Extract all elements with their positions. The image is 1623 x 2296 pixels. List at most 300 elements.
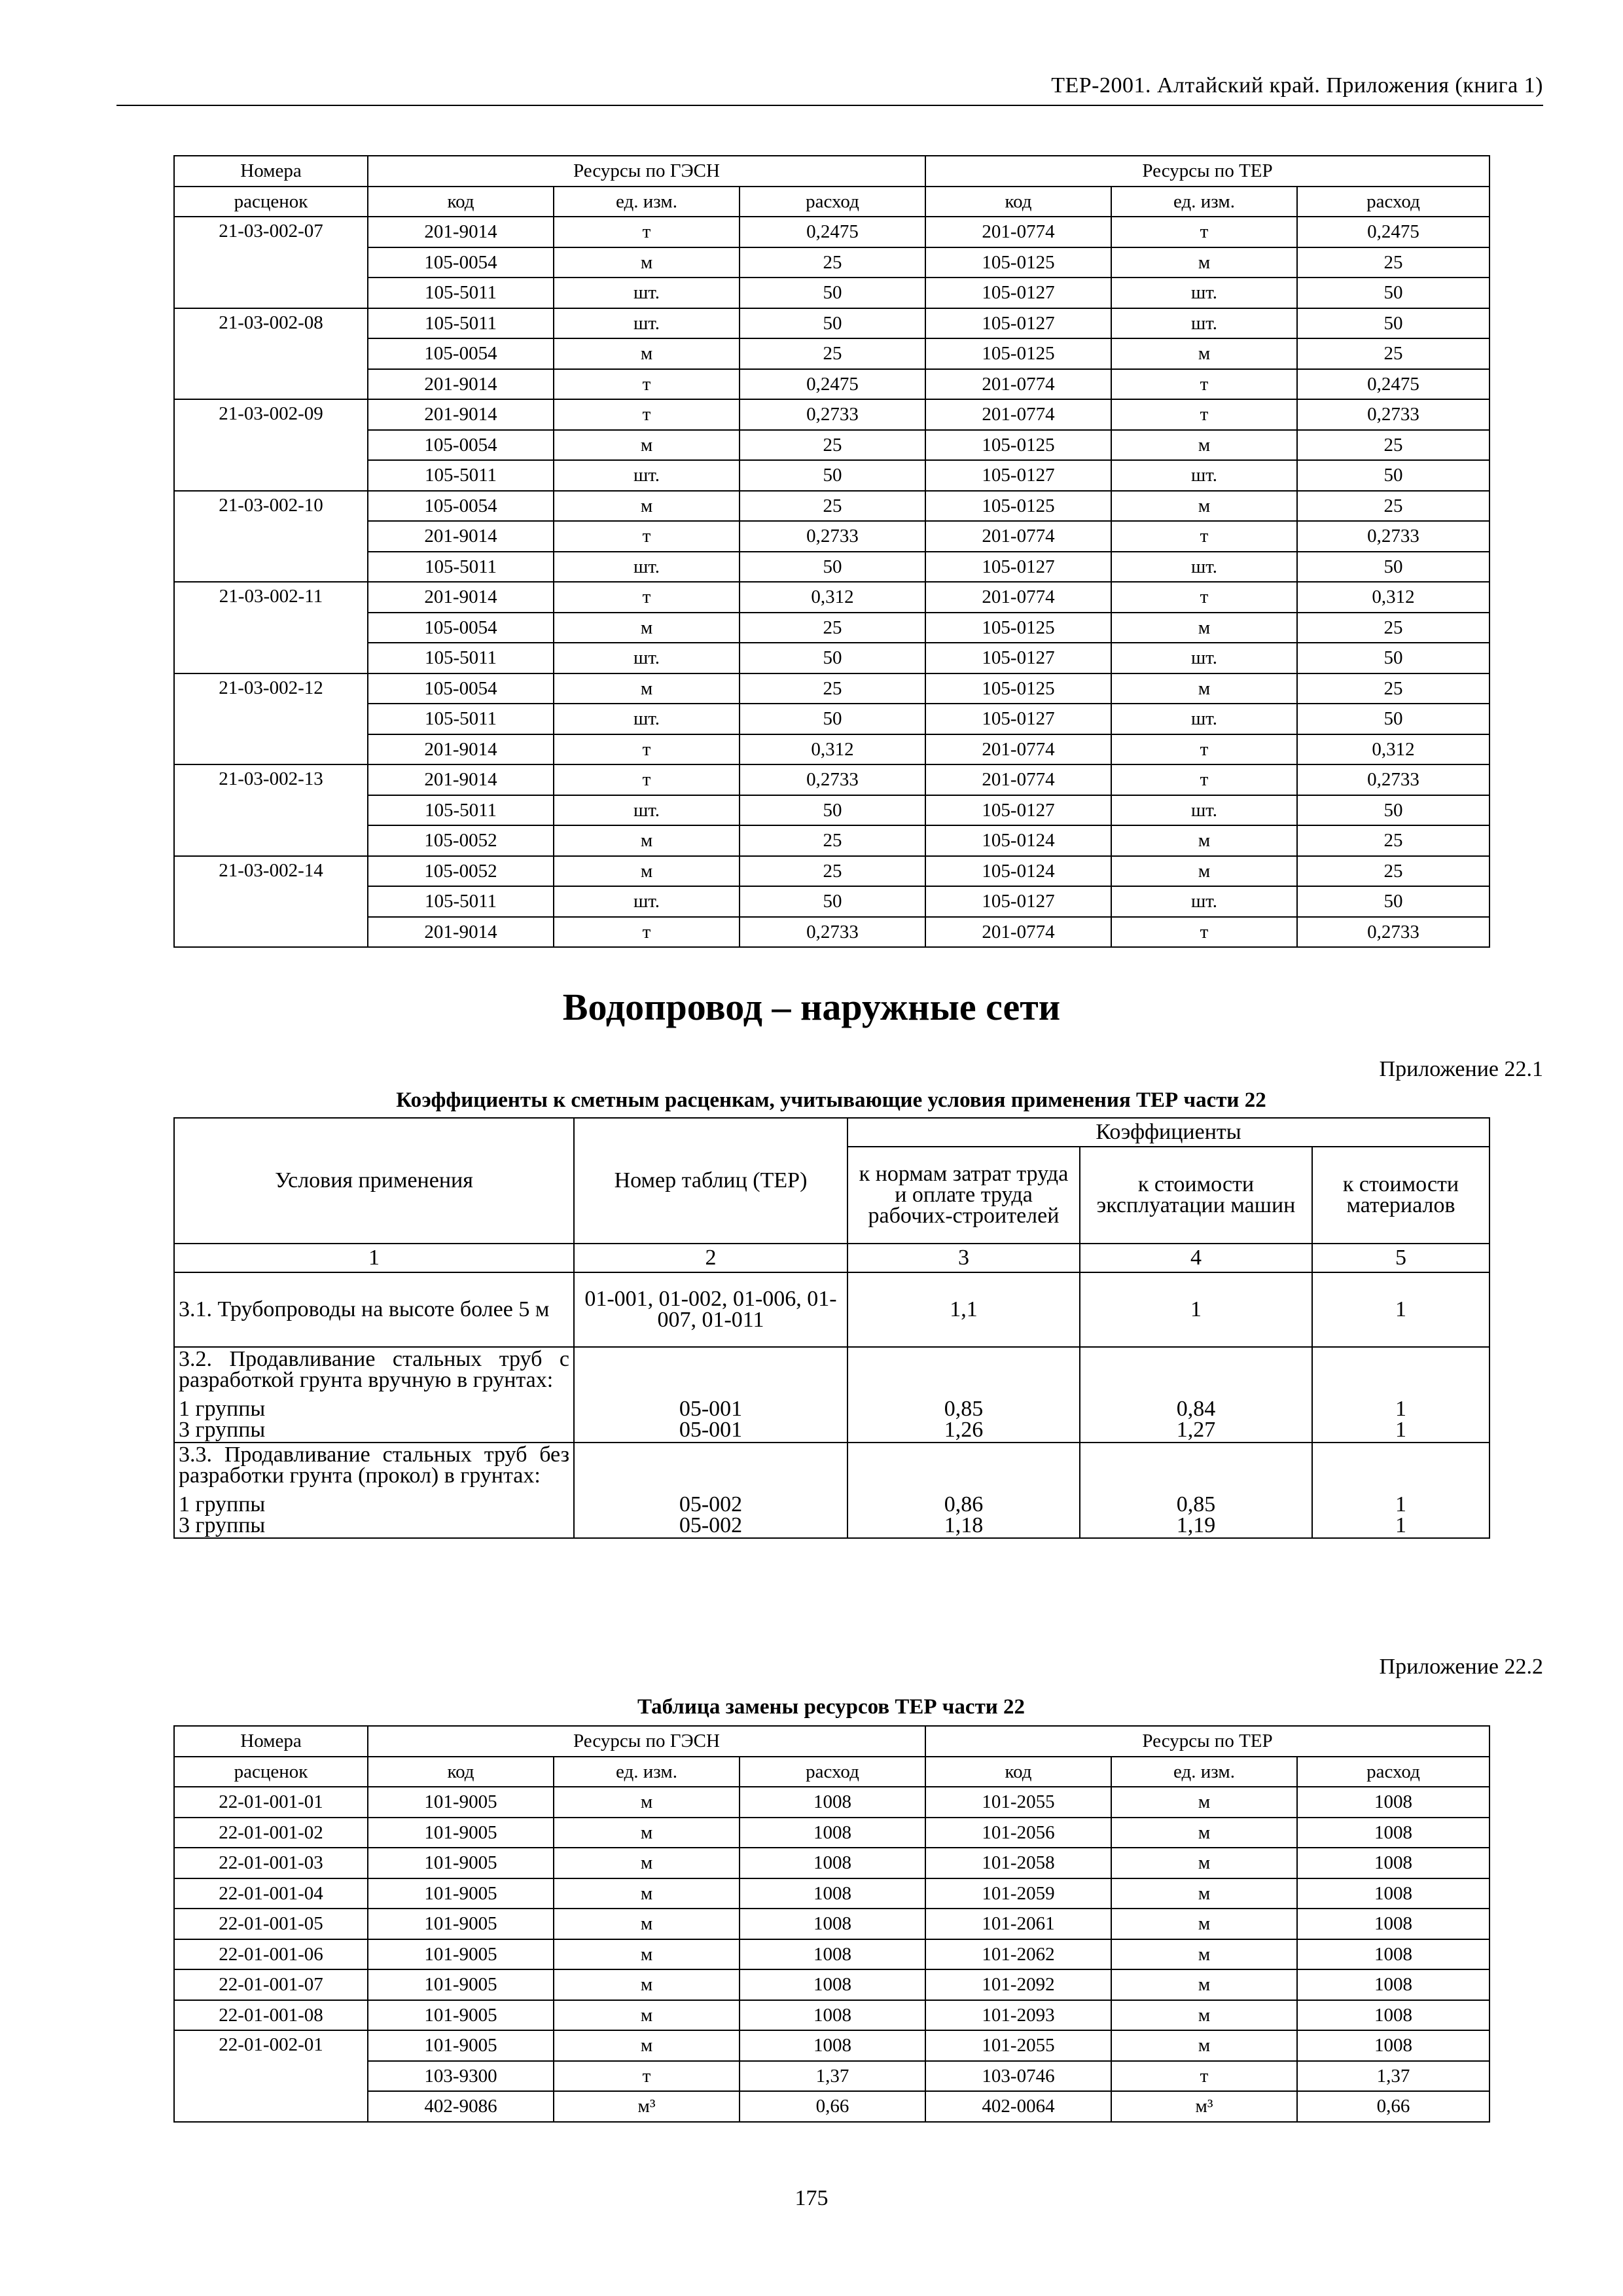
gesn-usage: 1008 — [740, 1848, 925, 1878]
gesn-code: 103-9300 — [368, 2061, 554, 2092]
ter-unit: м — [1111, 856, 1297, 887]
gesn-usage: 1008 — [740, 1969, 925, 2000]
ter-usage: 1008 — [1297, 2000, 1489, 2031]
gesn-usage: 1008 — [740, 1909, 925, 1939]
ter-unit: т — [1111, 764, 1297, 795]
gesn-code: 105-5011 — [368, 460, 554, 491]
ter-code: 105-0127 — [925, 886, 1111, 917]
coef-materials: 1 — [1395, 1418, 1407, 1442]
header-cell: расход — [1297, 187, 1489, 217]
ter-code: 105-0125 — [925, 491, 1111, 522]
ter-usage: 50 — [1297, 643, 1489, 673]
resource-replacement-table-22 — [173, 1725, 1490, 2123]
gesn-code: 201-9014 — [368, 521, 554, 552]
ter-unit: шт. — [1111, 795, 1297, 826]
condition-cell — [174, 1347, 574, 1443]
gesn-unit: м³ — [554, 2091, 740, 2122]
gesn-unit: шт. — [554, 278, 740, 308]
gesn-code: 101-9005 — [368, 1969, 554, 2000]
ter-code: 105-0125 — [925, 430, 1111, 461]
gesn-unit: м — [554, 1969, 740, 2000]
gesn-code: 105-0054 — [368, 613, 554, 643]
gesn-usage: 1008 — [740, 1787, 925, 1818]
table-row — [174, 491, 1489, 522]
ter-code: 101-2059 — [925, 1878, 1111, 1909]
ter-usage: 25 — [1297, 825, 1489, 856]
gesn-code: 105-0052 — [368, 856, 554, 887]
table-row — [174, 430, 1489, 461]
ter-unit: м — [1111, 247, 1297, 278]
ter-usage: 50 — [1297, 460, 1489, 491]
table-row — [174, 1878, 1489, 1909]
gesn-usage: 50 — [740, 278, 925, 308]
gesn-code: 201-9014 — [368, 217, 554, 247]
ter-usage: 25 — [1297, 491, 1489, 522]
resource-replacement-table-21 — [173, 155, 1490, 948]
condition-cell — [174, 1443, 574, 1538]
appendix-label: Приложение 22.2 — [1379, 1655, 1543, 1679]
coef-labor: 0,85 — [944, 1397, 984, 1421]
ter-code: 101-2055 — [925, 2030, 1111, 2061]
header-cell: код — [368, 187, 554, 217]
table-row — [174, 369, 1489, 400]
condition-text: 3.3. Продавливание стальных труб без разработки грунта (прокол) в грунтах: — [179, 1443, 569, 1488]
coef-labor: 1,26 — [944, 1418, 984, 1442]
ter-unit: шт. — [1111, 704, 1297, 734]
ter-unit: м — [1111, 1878, 1297, 1909]
header-cell: код — [925, 187, 1111, 217]
gesn-code: 101-9005 — [368, 2000, 554, 2031]
ter-code: 105-0127 — [925, 795, 1111, 826]
coefficients-table — [173, 1117, 1490, 1539]
ter-unit: м — [1111, 1939, 1297, 1970]
table-numbers: 01-001, 01-002, 01-006, 01-007, 01-011 — [574, 1272, 847, 1347]
gesn-code: 105-0054 — [368, 491, 554, 522]
gesn-code: 105-0054 — [368, 247, 554, 278]
running-header — [116, 73, 1543, 106]
rate-number: 22-01-001-04 — [174, 1878, 368, 1909]
gesn-unit: т — [554, 369, 740, 400]
ter-unit: т — [1111, 369, 1297, 400]
ter-unit: т — [1111, 582, 1297, 613]
ter-usage: 50 — [1297, 308, 1489, 339]
coef-machines: 1,27 — [1176, 1418, 1216, 1442]
ter-usage: 1008 — [1297, 1969, 1489, 2000]
table-row — [174, 795, 1489, 826]
condition-group: 3 группы — [179, 1418, 266, 1442]
rate-number: 21-03-002-11 — [174, 582, 368, 673]
ter-unit: т — [1111, 917, 1297, 948]
gesn-unit: шт. — [554, 643, 740, 673]
gesn-usage: 50 — [740, 643, 925, 673]
ter-code: 105-0125 — [925, 338, 1111, 369]
gesn-usage: 0,2733 — [740, 917, 925, 948]
header-cell: Условия применения — [174, 1118, 574, 1244]
column-number: 5 — [1312, 1244, 1489, 1272]
table-row — [174, 2030, 1489, 2061]
coef-labor: 0,86 — [944, 1492, 984, 1516]
table-row — [174, 460, 1489, 491]
ter-usage: 1008 — [1297, 1848, 1489, 1878]
ter-unit: шт. — [1111, 460, 1297, 491]
gesn-usage: 50 — [740, 886, 925, 917]
table-row — [174, 247, 1489, 278]
gesn-code: 105-5011 — [368, 704, 554, 734]
rate-number: 22-01-002-01 — [174, 2030, 368, 2122]
gesn-usage: 1008 — [740, 1878, 925, 1909]
gesn-code: 101-9005 — [368, 1818, 554, 1848]
coef-machines: 0,85 — [1176, 1492, 1216, 1516]
condition-group: 1 группы — [179, 1492, 266, 1516]
condition-text: 3.2. Продавливание стальных труб с разработкой грунта вручную в грунтах: — [179, 1347, 569, 1392]
ter-usage: 50 — [1297, 552, 1489, 583]
gesn-unit: м — [554, 856, 740, 887]
condition-group: 1 группы — [179, 1397, 266, 1421]
coef-materials: 1 — [1312, 1272, 1489, 1347]
table-row — [174, 1939, 1489, 1970]
ter-usage: 0,66 — [1297, 2091, 1489, 2122]
gesn-usage: 50 — [740, 460, 925, 491]
gesn-code: 101-9005 — [368, 2030, 554, 2061]
ter-code: 105-0127 — [925, 704, 1111, 734]
ter-unit: м — [1111, 2000, 1297, 2031]
header-cell: Номера — [174, 156, 368, 187]
gesn-unit: м — [554, 338, 740, 369]
table-row — [174, 1787, 1489, 1818]
ter-unit: т — [1111, 399, 1297, 430]
ter-usage: 0,2733 — [1297, 764, 1489, 795]
ter-usage: 25 — [1297, 247, 1489, 278]
ter-unit: м — [1111, 338, 1297, 369]
ter-usage: 25 — [1297, 338, 1489, 369]
table-row — [174, 582, 1489, 613]
gesn-unit: м — [554, 825, 740, 856]
ter-usage: 25 — [1297, 856, 1489, 887]
header-cell: расценок — [174, 1757, 368, 1787]
header-cell: расценок — [174, 187, 368, 217]
header-cell: Ресурсы по ТЕР — [925, 1726, 1489, 1757]
gesn-code: 105-0054 — [368, 673, 554, 704]
coef-machines-cell — [1080, 1443, 1312, 1538]
rate-number: 22-01-001-05 — [174, 1909, 368, 1939]
gesn-unit: м — [554, 1787, 740, 1818]
table-row — [174, 2000, 1489, 2031]
gesn-code: 105-0052 — [368, 825, 554, 856]
ter-unit: м — [1111, 673, 1297, 704]
table-row — [174, 613, 1489, 643]
gesn-code: 101-9005 — [368, 1848, 554, 1878]
gesn-unit: т — [554, 917, 740, 948]
header-cell: Номера — [174, 1726, 368, 1757]
header-cell: к стоимости эксплуатации машин — [1080, 1147, 1312, 1244]
rate-number: 22-01-001-01 — [174, 1787, 368, 1818]
table-row — [174, 825, 1489, 856]
ter-unit: м — [1111, 1787, 1297, 1818]
rate-number: 21-03-002-10 — [174, 491, 368, 583]
table-row — [174, 1909, 1489, 1939]
table-row — [174, 917, 1489, 948]
table-numbers-cell — [574, 1443, 847, 1538]
gesn-unit: м — [554, 1818, 740, 1848]
table-body — [174, 1787, 1489, 2122]
gesn-unit: м — [554, 613, 740, 643]
gesn-unit: шт. — [554, 795, 740, 826]
gesn-unit: м — [554, 430, 740, 461]
ter-code: 201-0774 — [925, 217, 1111, 247]
condition-text: 3.1. Трубопроводы на высоте более 5 м — [174, 1272, 574, 1347]
table-row — [174, 521, 1489, 552]
gesn-usage: 1008 — [740, 2000, 925, 2031]
ter-code: 101-2061 — [925, 1909, 1111, 1939]
coef-materials: 1 — [1395, 1492, 1407, 1516]
gesn-usage: 1008 — [740, 1939, 925, 1970]
gesn-usage: 25 — [740, 856, 925, 887]
header-cell: расход — [740, 1757, 925, 1787]
ter-usage: 1008 — [1297, 1909, 1489, 1939]
ter-usage: 25 — [1297, 673, 1489, 704]
ter-code: 101-2056 — [925, 1818, 1111, 1848]
ter-unit: шт. — [1111, 552, 1297, 583]
gesn-unit: м — [554, 491, 740, 522]
ter-usage: 0,2475 — [1297, 217, 1489, 247]
gesn-usage: 50 — [740, 552, 925, 583]
header-cell: Ресурсы по ТЕР — [925, 156, 1489, 187]
ter-unit: м — [1111, 1848, 1297, 1878]
gesn-code: 105-0054 — [368, 430, 554, 461]
ter-code: 201-0774 — [925, 917, 1111, 948]
ter-unit: шт. — [1111, 308, 1297, 339]
gesn-usage: 50 — [740, 795, 925, 826]
gesn-unit: т — [554, 764, 740, 795]
gesn-code: 101-9005 — [368, 1787, 554, 1818]
gesn-code: 101-9005 — [368, 1909, 554, 1939]
gesn-usage: 0,2475 — [740, 217, 925, 247]
ter-code: 105-0127 — [925, 278, 1111, 308]
ter-usage: 1008 — [1297, 2030, 1489, 2061]
header-cell: ед. изм. — [1111, 187, 1297, 217]
running-header-text: ТЕР-2001. Алтайский край. Приложения (книга 1) — [1051, 73, 1543, 98]
gesn-unit: м — [554, 673, 740, 704]
gesn-unit: м — [554, 2000, 740, 2031]
gesn-unit: шт. — [554, 460, 740, 491]
table-body — [174, 217, 1489, 947]
gesn-usage: 25 — [740, 247, 925, 278]
gesn-unit: шт. — [554, 308, 740, 339]
ter-code: 201-0774 — [925, 399, 1111, 430]
rate-number: 21-03-002-08 — [174, 308, 368, 400]
table-row — [174, 399, 1489, 430]
ter-code: 201-0774 — [925, 764, 1111, 795]
table-row — [174, 1848, 1489, 1878]
table-row — [174, 856, 1489, 887]
gesn-unit: шт. — [554, 552, 740, 583]
gesn-usage: 25 — [740, 491, 925, 522]
gesn-usage: 0,2733 — [740, 764, 925, 795]
table-row — [174, 552, 1489, 583]
coef-labor: 1,1 — [847, 1272, 1080, 1347]
rate-number: 22-01-001-06 — [174, 1939, 368, 1970]
header-cell: расход — [1297, 1757, 1489, 1787]
ter-usage: 1008 — [1297, 1818, 1489, 1848]
ter-usage: 0,2475 — [1297, 369, 1489, 400]
coef-materials: 1 — [1395, 1513, 1407, 1537]
gesn-code: 105-5011 — [368, 886, 554, 917]
ter-unit: м — [1111, 1909, 1297, 1939]
ter-code: 105-0125 — [925, 673, 1111, 704]
gesn-code: 201-9014 — [368, 369, 554, 400]
ter-unit: м — [1111, 1969, 1297, 2000]
ter-usage: 1,37 — [1297, 2061, 1489, 2092]
header-cell: Номер таблиц (ТЕР) — [574, 1118, 847, 1244]
ter-code: 105-0125 — [925, 247, 1111, 278]
ter-code: 105-0127 — [925, 308, 1111, 339]
rate-number: 21-03-002-09 — [174, 399, 368, 491]
coef-materials-cell — [1312, 1443, 1489, 1538]
ter-unit: м — [1111, 613, 1297, 643]
coef-labor-cell — [847, 1443, 1080, 1538]
table-numbers: 05-001 — [679, 1397, 743, 1421]
column-number: 3 — [847, 1244, 1080, 1272]
rate-number: 21-03-002-14 — [174, 856, 368, 948]
section-title: Водопровод – наружные сети — [562, 986, 1061, 1028]
ter-code: 105-0127 — [925, 643, 1111, 673]
ter-code: 105-0124 — [925, 825, 1111, 856]
header-cell: ед. изм. — [1111, 1757, 1297, 1787]
ter-code: 101-2055 — [925, 1787, 1111, 1818]
ter-unit: м — [1111, 430, 1297, 461]
ter-unit: шт. — [1111, 643, 1297, 673]
header-cell: Ресурсы по ГЭСН — [368, 156, 925, 187]
gesn-code: 201-9014 — [368, 764, 554, 795]
ter-usage: 0,312 — [1297, 734, 1489, 765]
gesn-unit: т — [554, 582, 740, 613]
ter-unit: м — [1111, 825, 1297, 856]
ter-code: 101-2062 — [925, 1939, 1111, 1970]
ter-unit: т — [1111, 734, 1297, 765]
ter-unit: м — [1111, 2030, 1297, 2061]
ter-usage: 50 — [1297, 795, 1489, 826]
ter-code: 101-2092 — [925, 1969, 1111, 2000]
ter-unit: шт. — [1111, 278, 1297, 308]
gesn-usage: 25 — [740, 613, 925, 643]
ter-usage: 25 — [1297, 430, 1489, 461]
header-cell: Ресурсы по ГЭСН — [368, 1726, 925, 1757]
table-row — [174, 2061, 1489, 2092]
gesn-unit: т — [554, 217, 740, 247]
gesn-usage: 25 — [740, 430, 925, 461]
gesn-usage: 1,37 — [740, 2061, 925, 2092]
ter-usage: 50 — [1297, 704, 1489, 734]
ter-code: 402-0064 — [925, 2091, 1111, 2122]
header-cell: код — [925, 1757, 1111, 1787]
gesn-unit: шт. — [554, 886, 740, 917]
ter-usage: 25 — [1297, 613, 1489, 643]
gesn-usage: 0,312 — [740, 582, 925, 613]
gesn-usage: 0,66 — [740, 2091, 925, 2122]
ter-code: 103-0746 — [925, 2061, 1111, 2092]
table-caption: Таблица замены ресурсов ТЕР части 22 — [637, 1695, 1026, 1719]
header-cell: к нормам затрат труда и оплате труда рабочих-строителей — [847, 1147, 1080, 1244]
ter-code: 105-0127 — [925, 552, 1111, 583]
coef-labor: 1,18 — [944, 1513, 984, 1537]
gesn-code: 101-9005 — [368, 1939, 554, 1970]
gesn-usage: 0,2733 — [740, 399, 925, 430]
gesn-code: 101-9005 — [368, 1878, 554, 1909]
gesn-unit: шт. — [554, 704, 740, 734]
ter-usage: 50 — [1297, 886, 1489, 917]
table-row — [174, 338, 1489, 369]
ter-unit: т — [1111, 217, 1297, 247]
gesn-code: 105-5011 — [368, 552, 554, 583]
ter-unit: т — [1111, 2061, 1297, 2092]
coef-materials-cell — [1312, 1347, 1489, 1443]
ter-usage: 1008 — [1297, 1878, 1489, 1909]
table-row — [174, 673, 1489, 704]
column-number: 2 — [574, 1244, 847, 1272]
gesn-code: 105-5011 — [368, 308, 554, 339]
table-row — [174, 764, 1489, 795]
header-cell: Коэффициенты — [847, 1118, 1489, 1147]
coef-materials: 1 — [1395, 1397, 1407, 1421]
ter-unit: м — [1111, 1818, 1297, 1848]
ter-code: 201-0774 — [925, 521, 1111, 552]
gesn-usage: 25 — [740, 673, 925, 704]
gesn-code: 201-9014 — [368, 917, 554, 948]
gesn-unit: м — [554, 1878, 740, 1909]
table-row — [174, 308, 1489, 339]
rate-number: 22-01-001-02 — [174, 1818, 368, 1848]
gesn-usage: 50 — [740, 704, 925, 734]
gesn-code: 105-0054 — [368, 338, 554, 369]
ter-usage: 0,312 — [1297, 582, 1489, 613]
gesn-unit: м — [554, 247, 740, 278]
gesn-usage: 0,2733 — [740, 521, 925, 552]
rate-number: 21-03-002-12 — [174, 673, 368, 765]
coef-machines-cell — [1080, 1347, 1312, 1443]
table-row — [174, 734, 1489, 765]
gesn-code: 201-9014 — [368, 582, 554, 613]
table-row — [174, 704, 1489, 734]
gesn-code: 402-9086 — [368, 2091, 554, 2122]
ter-unit: м — [1111, 491, 1297, 522]
gesn-code: 105-5011 — [368, 795, 554, 826]
coef-machines: 1,19 — [1176, 1513, 1216, 1537]
gesn-code: 105-5011 — [368, 278, 554, 308]
rate-number: 21-03-002-13 — [174, 764, 368, 856]
gesn-usage: 25 — [740, 338, 925, 369]
gesn-usage: 0,2475 — [740, 369, 925, 400]
gesn-usage: 1008 — [740, 1818, 925, 1848]
coef-machines: 1 — [1080, 1272, 1312, 1347]
condition-group: 3 группы — [179, 1513, 266, 1537]
rate-number: 21-03-002-07 — [174, 217, 368, 308]
gesn-code: 105-5011 — [368, 643, 554, 673]
table-row — [174, 2091, 1489, 2122]
column-number: 4 — [1080, 1244, 1312, 1272]
table-numbers: 05-002 — [679, 1492, 743, 1516]
table-row — [174, 1818, 1489, 1848]
table-numbers: 05-001 — [679, 1418, 743, 1442]
table-row — [174, 217, 1489, 247]
table-row — [174, 643, 1489, 673]
ter-usage: 0,2733 — [1297, 917, 1489, 948]
ter-code: 201-0774 — [925, 734, 1111, 765]
header-cell: код — [368, 1757, 554, 1787]
table-row — [174, 1969, 1489, 2000]
gesn-code: 201-9014 — [368, 734, 554, 765]
ter-usage: 50 — [1297, 278, 1489, 308]
ter-code: 101-2058 — [925, 1848, 1111, 1878]
